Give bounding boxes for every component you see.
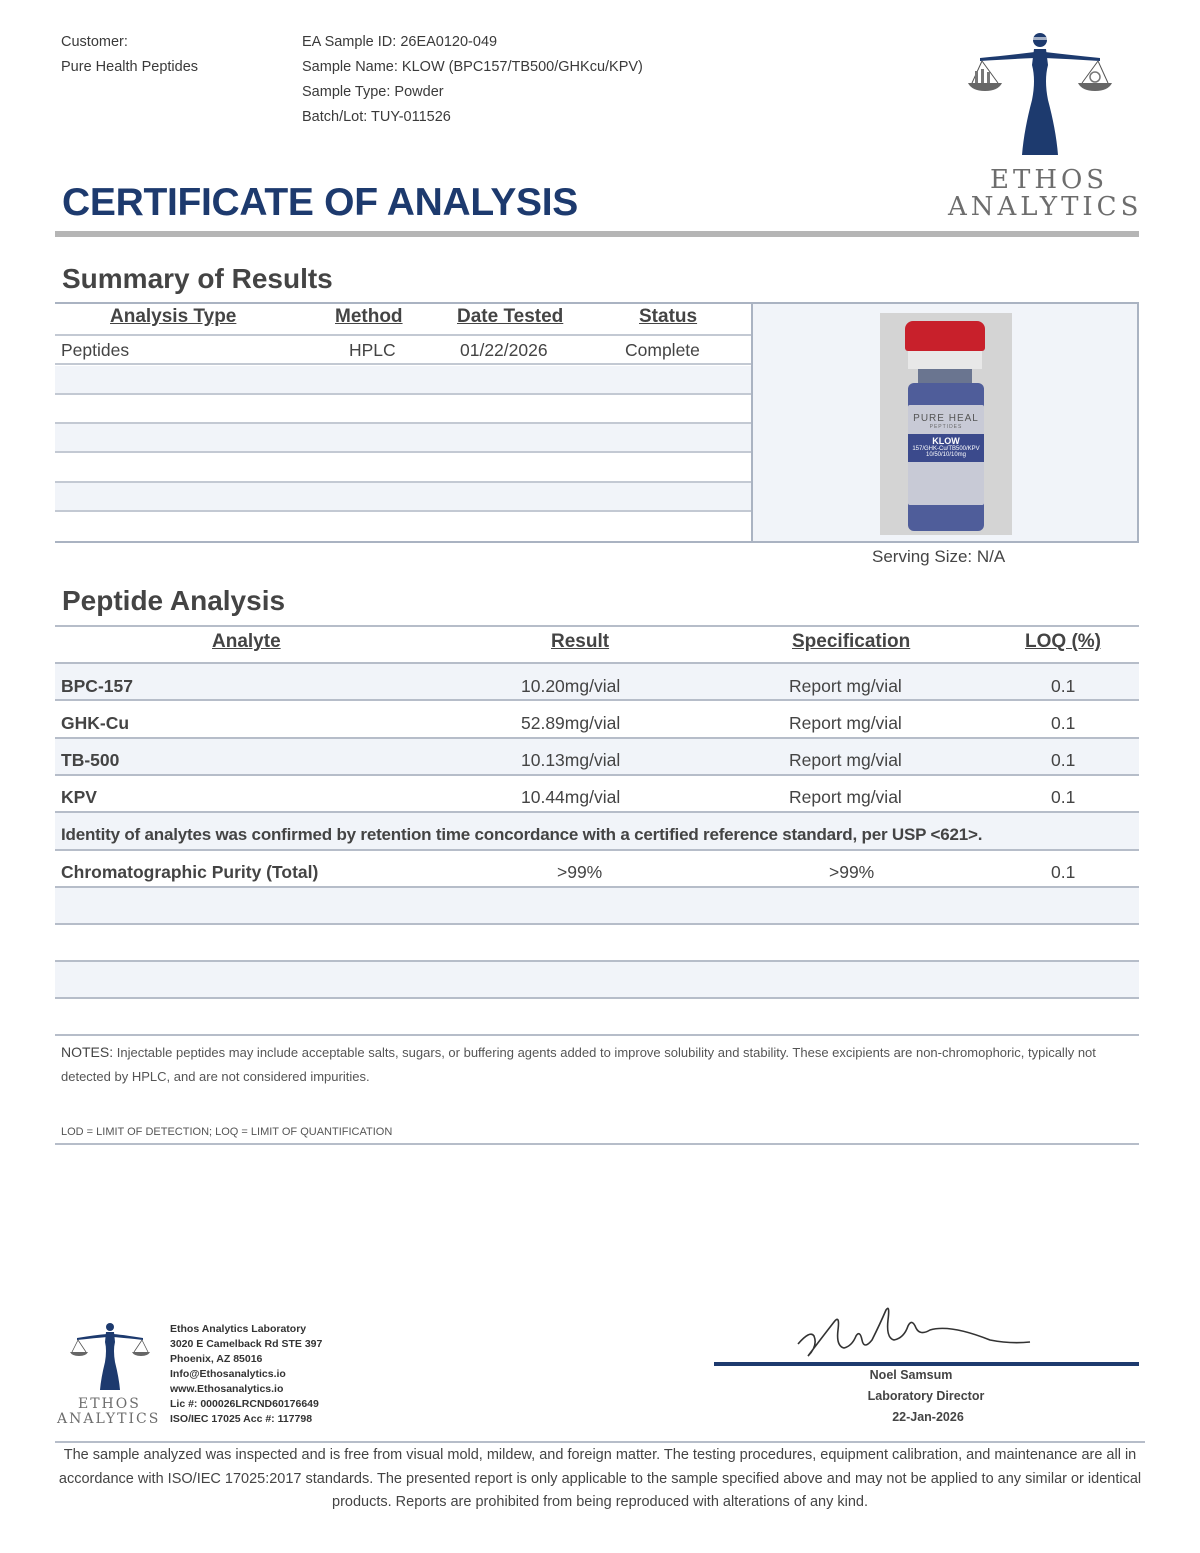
purity-label: Chromatographic Purity (Total): [61, 862, 319, 882]
analyte-result: 10.20mg/vial: [521, 676, 621, 696]
ethos-logo: [940, 25, 1143, 225]
footer-logo-ethos: ETHOS: [78, 1396, 141, 1412]
vial-cap: [905, 321, 985, 351]
document-title: CERTIFICATE OF ANALYSIS: [62, 181, 579, 224]
sample-type: Sample Type: Powder: [302, 84, 444, 100]
signer-role: Laboratory Director: [867, 1389, 985, 1403]
product-vial-image: [880, 313, 1012, 535]
analyte-result: 10.44mg/vial: [521, 787, 621, 807]
peptide-empty-row: [55, 925, 1139, 962]
purity-spec: >99%: [829, 862, 875, 882]
footer-disclaimer: The sample analyzed was inspected and is free from visual mold, mildew, and foreign matter. The testing procedures, equipment calibration, and maintenance are all in accordance with ISO/IEC 17025:2017 standards. The presented report is only applicable to the sample specified above and may not be applied to any similar or identical products. Reports are prohibited from being reproduced with alterations of any kind.: [55, 1441, 1145, 1515]
analyte-name: GHK-Cu: [61, 713, 130, 733]
col-method: Method: [335, 306, 403, 327]
summary-row: [55, 366, 752, 395]
peptide-heading: Peptide Analysis: [62, 585, 286, 616]
analyte-result: 52.89mg/vial: [521, 713, 621, 733]
summary-row: [55, 395, 752, 424]
summary-row: [55, 454, 752, 483]
peptide-empty-row: [55, 888, 1139, 925]
col-analysis-type: Analysis Type: [110, 306, 237, 327]
title-divider: [55, 231, 1139, 237]
lab-contact-block: [170, 1322, 322, 1427]
purity-result: >99%: [557, 862, 603, 882]
analysis-type-value: Peptides: [61, 340, 130, 360]
vial-brand-sub: PEPTIDES: [929, 424, 963, 430]
lab-address2: Phoenix, AZ 85016: [170, 1353, 263, 1365]
vial-detail2: 10/50/10/10mg: [925, 452, 967, 458]
summary-row: [55, 483, 752, 512]
signature-date: 22-Jan-2026: [892, 1410, 964, 1424]
summary-row: [55, 424, 752, 453]
footer-logo-analytics: ANALYTICS: [57, 1411, 161, 1427]
peptide-empty-row: [55, 962, 1139, 999]
col-analyte: Analyte: [212, 631, 281, 652]
summary-row: [55, 512, 752, 541]
sample-name: Sample Name: KLOW (BPC157/TB500/GHKcu/KPV): [302, 59, 643, 75]
customer-label: Customer:: [61, 34, 128, 50]
lab-iso: ISO/IEC 17025 Acc #: 117798: [170, 1413, 313, 1425]
col-result: Result: [551, 631, 610, 652]
notes-label: NOTES:: [61, 1044, 114, 1060]
summary-heading: Summary of Results: [62, 263, 333, 294]
notes: [61, 1040, 1141, 1089]
analyte-loq: 0.1: [1051, 713, 1076, 733]
signer-name: Noel Samsum: [869, 1368, 953, 1382]
peptide-empty-row: [55, 999, 1139, 1036]
analyte-name: BPC-157: [61, 676, 133, 696]
analyte-name: TB-500: [61, 750, 120, 770]
logo-ethos-text: ETHOS: [990, 165, 1109, 195]
analyte-name: KPV: [61, 787, 97, 807]
notes-text: Injectable peptides may include acceptable salts, sugars, or buffering agents added to improve solubility and stability. These excipients are non-chromophoric, typically not detected by HPLC, and are not considered impurities.: [61, 1045, 1096, 1084]
analyte-spec: Report mg/vial: [789, 713, 902, 733]
analyte-result: 10.13mg/vial: [521, 750, 621, 770]
notes-divider: [55, 1143, 1139, 1145]
analyte-loq: 0.1: [1051, 750, 1076, 770]
lab-license: Lic #: 000026LRCND60176649: [170, 1398, 319, 1410]
footer-logo: [55, 1318, 165, 1430]
analyte-spec: Report mg/vial: [789, 750, 902, 770]
status-value: Complete: [625, 340, 700, 360]
logo-analytics-text: ANALYTICS: [948, 192, 1143, 222]
lab-name: Ethos Analytics Laboratory: [170, 1323, 307, 1335]
signature-line: [714, 1362, 1139, 1366]
lab-email[interactable]: Info@Ethosanalytics.io: [170, 1368, 286, 1380]
scales-of-justice-icon: [940, 25, 1140, 165]
col-specification: Specification: [792, 631, 911, 652]
analyte-loq: 0.1: [1051, 676, 1076, 696]
date-tested-value: 01/22/2026: [460, 340, 548, 360]
scales-of-justice-icon: [55, 1318, 165, 1393]
lab-address1: 3020 E Camelback Rd STE 397: [170, 1338, 323, 1350]
handwritten-signature: [790, 1300, 1040, 1364]
method-value: HPLC: [349, 340, 396, 360]
lab-website[interactable]: www.Ethosanalytics.io: [170, 1383, 284, 1395]
lod-loq-definition: LOD = LIMIT OF DETECTION; LOQ = LIMIT OF QUANTIFICATION: [61, 1126, 393, 1138]
batch-lot: Batch/Lot: TUY-011526: [302, 109, 451, 125]
customer-name: Pure Health Peptides: [61, 59, 199, 75]
sample-id: EA Sample ID: 26EA0120-049: [302, 34, 498, 50]
purity-loq: 0.1: [1051, 862, 1076, 882]
col-status: Status: [639, 306, 698, 327]
vial-body: [908, 383, 984, 531]
identity-note: Identity of analytes was confirmed by retention time concordance with a certified reference standard, per USP <621>.: [61, 825, 983, 844]
vial-product: KLOW: [932, 436, 960, 446]
vial-label: [908, 405, 984, 505]
vial-brand: PURE HEAL: [913, 413, 979, 424]
analyte-spec: Report mg/vial: [789, 787, 902, 807]
sample-info-block: [302, 30, 643, 130]
col-date-tested: Date Tested: [457, 306, 564, 327]
vial-product-band: [908, 434, 984, 462]
vial-crimp: [908, 351, 982, 369]
analyte-spec: Report mg/vial: [789, 676, 902, 696]
vial-detail1: 157/GHK-Cu/TB500/KPV: [912, 446, 980, 452]
col-loq: LOQ (%): [1025, 631, 1101, 652]
analyte-loq: 0.1: [1051, 787, 1076, 807]
serving-size: Serving Size: N/A: [872, 547, 1006, 566]
customer-block: [61, 30, 198, 80]
